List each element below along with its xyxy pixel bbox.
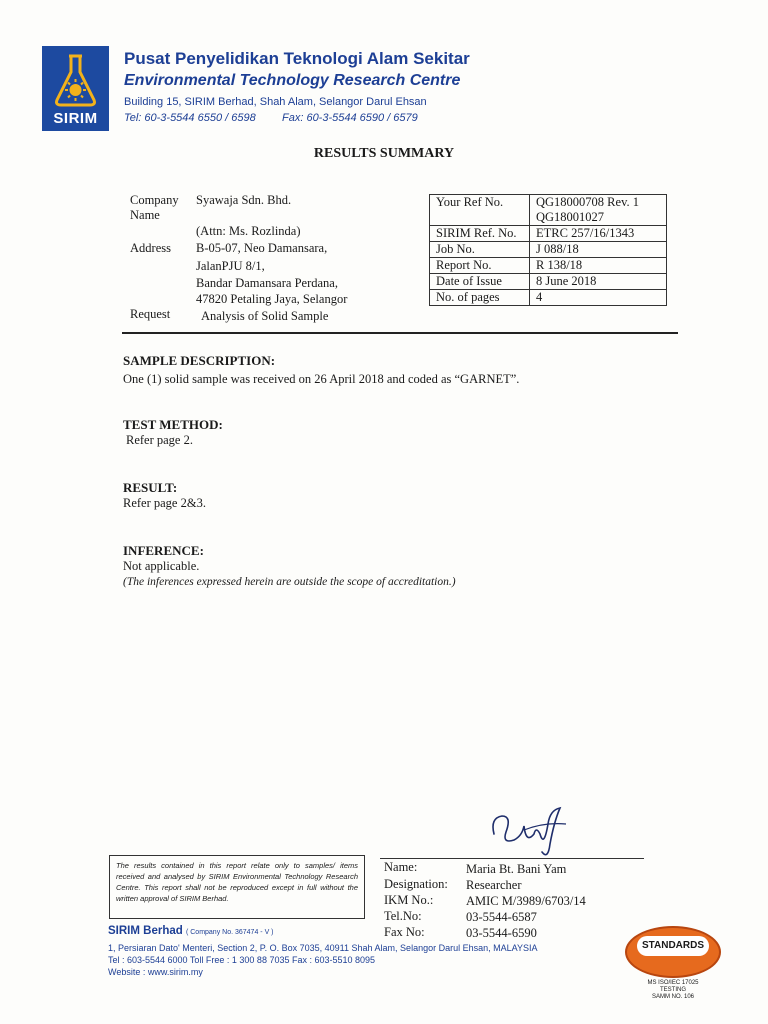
request-value: Analysis of Solid Sample bbox=[201, 309, 329, 323]
tel-label: Tel.No: bbox=[384, 909, 422, 923]
org-address: Building 15, SIRIM Berhad, Shah Alam, Selangor Darul Ehsan bbox=[124, 96, 427, 108]
org-name-english: Environmental Technology Research Centre bbox=[124, 72, 461, 89]
fax-value: 03-5544-6590 bbox=[466, 926, 537, 940]
inference-heading: INFERENCE: bbox=[123, 543, 204, 558]
badge-logo-text: STANDARDS bbox=[637, 936, 709, 956]
address-line: 47820 Petaling Jaya, Selangor bbox=[196, 292, 348, 306]
footer-company bbox=[108, 925, 274, 937]
test-method-text: Refer page 2. bbox=[126, 433, 193, 447]
name-value: Maria Bt. Bani Yam bbox=[466, 862, 567, 876]
footer-company-name: SIRIM Berhad bbox=[108, 925, 183, 937]
page-title: RESULTS SUMMARY bbox=[313, 146, 455, 161]
address-line: Bandar Damansara Perdana, bbox=[196, 276, 338, 290]
inference-note: (The inferences expressed herein are outside the scope of accreditation.) bbox=[123, 576, 456, 588]
date-of-issue-value: 8 June 2018 bbox=[530, 274, 667, 290]
org-fax: Fax: 60-3-5544 6590 / 6579 bbox=[282, 112, 418, 124]
org-name-malay: Pusat Penyelidikan Teknologi Alam Sekitar bbox=[124, 49, 470, 68]
date-of-issue-label: Date of Issue bbox=[430, 274, 530, 290]
job-no-label: Job No. bbox=[430, 242, 530, 258]
signature bbox=[484, 804, 574, 864]
reference-table bbox=[429, 194, 667, 306]
table-row bbox=[430, 195, 667, 226]
table-row bbox=[430, 242, 667, 258]
badge-line: MS ISO/IEC 17025 bbox=[647, 980, 699, 986]
disclaimer-box: The results contained in this report relate only to samples/ items received and analysed by SIRIM Environmental Technology Research Centre. This report shall not be reproduced except in full without the written approval of SIRIM Berhad. bbox=[109, 855, 365, 919]
table-row bbox=[430, 290, 667, 306]
badge-line: TESTING bbox=[659, 987, 686, 993]
sample-description-heading: SAMPLE DESCRIPTION: bbox=[123, 353, 276, 368]
no-of-pages-label: No. of pages bbox=[430, 290, 530, 306]
fax-label: Fax No: bbox=[384, 925, 425, 939]
your-ref-value-1: QG18000708 Rev. 1 bbox=[536, 195, 640, 209]
signature-line bbox=[380, 858, 644, 859]
name-label: Name: bbox=[384, 860, 418, 874]
badge-line: SAMM NO. 106 bbox=[651, 994, 694, 1000]
logo-wordmark: SIRIM bbox=[53, 110, 98, 127]
attn-value: (Attn: Ms. Rozlinda) bbox=[196, 224, 301, 238]
sample-description-text: One (1) solid sample was received on 26 April 2018 and coded as “GARNET”. bbox=[123, 372, 520, 386]
result-text: Refer page 2&3. bbox=[123, 496, 206, 510]
footer-address: 1, Persiaran Dato' Menteri, Section 2, P. O. Box 7035, 40911 Shah Alam, Selangor Darul Ehsan, MALAYSIA bbox=[108, 943, 538, 953]
your-ref-value-2: QG18001027 bbox=[536, 210, 605, 224]
report-no-value: R 138/18 bbox=[530, 258, 667, 274]
address-label: Address bbox=[130, 241, 171, 255]
sirim-logo bbox=[42, 46, 109, 131]
ikm-value: AMIC M/3989/6703/14 bbox=[466, 894, 586, 908]
standards-malaysia-badge bbox=[625, 926, 721, 978]
designation-value: Researcher bbox=[466, 878, 522, 892]
sirim-ref-label: SIRIM Ref. No. bbox=[430, 226, 530, 242]
flask-emblem-icon bbox=[51, 52, 100, 108]
inference-text: Not applicable. bbox=[123, 559, 200, 573]
footer-website[interactable]: Website : www.sirim.my bbox=[108, 967, 203, 977]
test-method-heading: TEST METHOD: bbox=[123, 417, 223, 432]
address-line: JalanPJU 8/1, bbox=[196, 259, 265, 273]
table-row bbox=[430, 274, 667, 290]
company-value: Syawaja Sdn. Bhd. bbox=[196, 193, 292, 207]
company-label-2: Name bbox=[130, 208, 160, 222]
tel-value: 03-5544-6587 bbox=[466, 910, 537, 924]
result-heading: RESULT: bbox=[123, 480, 178, 495]
your-ref-label: Your Ref No. bbox=[430, 195, 530, 226]
report-no-label: Report No. bbox=[430, 258, 530, 274]
table-row bbox=[430, 258, 667, 274]
job-no-value: J 088/18 bbox=[530, 242, 667, 258]
address-line: B-05-07, Neo Damansara, bbox=[196, 241, 328, 255]
designation-label: Designation: bbox=[384, 877, 448, 891]
company-label: Company bbox=[130, 193, 179, 207]
org-tel: Tel: 60-3-5544 6550 / 6598 bbox=[124, 112, 256, 124]
ikm-label: IKM No.: bbox=[384, 893, 434, 907]
sirim-ref-value: ETRC 257/16/1343 bbox=[530, 226, 667, 242]
footer-company-no: ( Company No. 367474 - V ) bbox=[185, 929, 274, 936]
request-label: Request bbox=[130, 307, 171, 321]
footer-phones: Tel : 603-5544 6000 Toll Free : 1 300 88 7035 Fax : 603-5510 8095 bbox=[108, 955, 376, 965]
no-of-pages-value: 4 bbox=[530, 290, 667, 306]
table-row bbox=[430, 226, 667, 242]
divider bbox=[122, 332, 678, 334]
your-ref-value bbox=[530, 195, 667, 226]
